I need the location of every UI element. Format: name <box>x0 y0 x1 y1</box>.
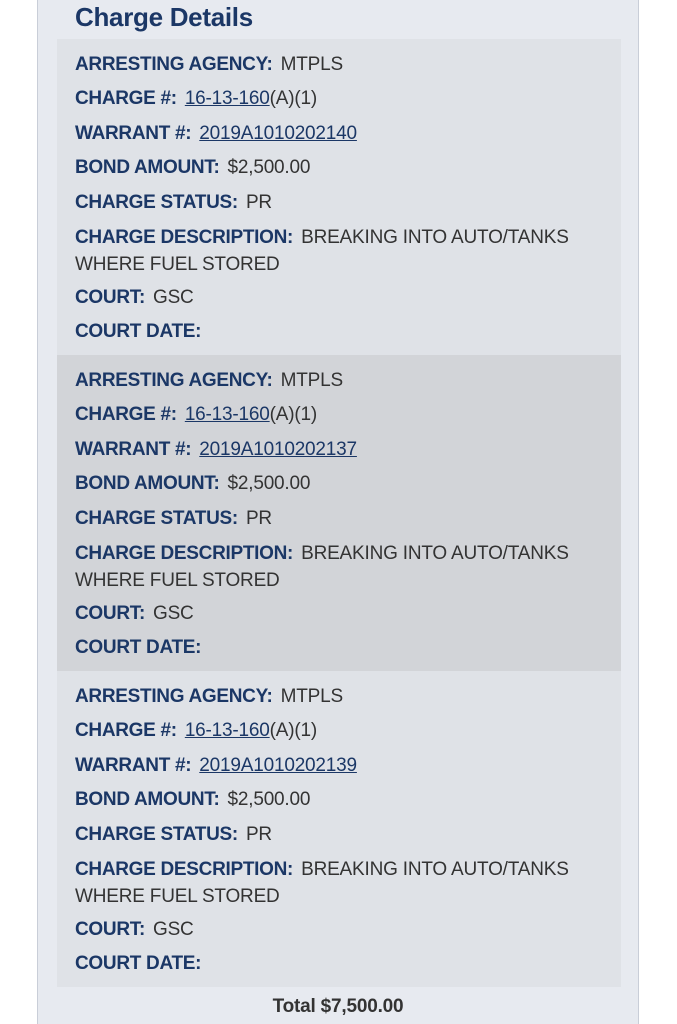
court-label: COURT: <box>75 286 145 308</box>
bond-amount-label: BOND AMOUNT: <box>75 789 220 811</box>
court-date-label: COURT DATE: <box>75 953 202 975</box>
warrant-row <box>75 753 603 778</box>
court-label: COURT: <box>75 602 145 624</box>
charge-description-value: BREAKING INTO AUTO/TANKS WHERE FUEL STORED <box>75 858 569 907</box>
charge-description-label: CHARGE DESCRIPTION: <box>75 542 294 564</box>
charge-code-suffix: (A)(1) <box>269 404 317 426</box>
charge-entry <box>57 355 621 671</box>
charge-number-row <box>75 402 603 427</box>
charge-code-link[interactable]: 16-13-160 <box>184 720 270 742</box>
court-date-row <box>75 951 603 976</box>
arresting-agency-label: ARRESTING AGENCY: <box>75 54 273 75</box>
charge-description-row <box>75 540 603 594</box>
charge-description-label: CHARGE DESCRIPTION: <box>75 226 294 248</box>
charge-code-suffix: (A)(1) <box>269 720 317 742</box>
court-value: GSC <box>152 602 194 624</box>
warrant-label: WARRANT #: <box>75 754 192 776</box>
arresting-agency-value: MTPLS <box>280 54 343 75</box>
court-row <box>75 601 603 626</box>
arresting-agency-label: ARRESTING AGENCY: <box>75 686 273 707</box>
charge-status-row <box>75 190 603 215</box>
bond-amount-row <box>75 787 603 812</box>
charge-number-row <box>75 718 603 743</box>
charge-description-value: BREAKING INTO AUTO/TANKS WHERE FUEL STORED <box>75 542 569 591</box>
charge-status-value: PR <box>245 191 272 213</box>
charge-number-label: CHARGE #: <box>75 720 177 742</box>
charge-description-row <box>75 224 603 278</box>
charge-details-panel <box>37 0 639 1024</box>
bond-amount-row <box>75 471 603 496</box>
charge-entry <box>57 671 621 987</box>
bond-amount-value: $2,500.00 <box>227 157 311 179</box>
arresting-agency-row <box>75 52 603 77</box>
total-amount: Total $7,500.00 <box>272 996 404 1017</box>
bond-amount-row <box>75 155 603 180</box>
charge-status-row <box>75 506 603 531</box>
charge-status-label: CHARGE STATUS: <box>75 507 238 529</box>
court-label: COURT: <box>75 918 145 940</box>
arresting-agency-value: MTPLS <box>280 686 343 707</box>
warrant-label: WARRANT #: <box>75 438 192 460</box>
warrant-link[interactable]: 2019A1010202137 <box>199 438 357 460</box>
warrant-label: WARRANT #: <box>75 122 192 144</box>
court-date-row <box>75 319 603 344</box>
arresting-agency-row <box>75 368 603 393</box>
charge-entry <box>57 39 621 355</box>
court-date-label: COURT DATE: <box>75 637 202 659</box>
charge-code-link[interactable]: 16-13-160 <box>184 404 270 426</box>
court-row <box>75 917 603 942</box>
charge-status-value: PR <box>245 507 272 529</box>
warrant-link[interactable]: 2019A1010202139 <box>199 754 357 776</box>
bond-amount-value: $2,500.00 <box>227 473 311 495</box>
court-value: GSC <box>152 286 194 308</box>
arresting-agency-value: MTPLS <box>280 370 343 391</box>
bond-amount-value: $2,500.00 <box>227 789 311 811</box>
arresting-agency-label: ARRESTING AGENCY: <box>75 370 273 391</box>
warrant-row <box>75 121 603 146</box>
bond-amount-label: BOND AMOUNT: <box>75 157 220 179</box>
charge-status-row <box>75 822 603 847</box>
warrant-link[interactable]: 2019A1010202140 <box>199 122 357 144</box>
charge-description-label: CHARGE DESCRIPTION: <box>75 858 294 880</box>
court-date-row <box>75 635 603 660</box>
charge-number-row <box>75 86 603 111</box>
charge-status-value: PR <box>245 823 272 845</box>
arresting-agency-row <box>75 684 603 709</box>
charge-status-label: CHARGE STATUS: <box>75 191 238 213</box>
warrant-row <box>75 437 603 462</box>
section-title: Charge Details <box>75 2 253 32</box>
court-row <box>75 285 603 310</box>
charge-number-label: CHARGE #: <box>75 404 177 426</box>
charge-description-value: BREAKING INTO AUTO/TANKS WHERE FUEL STORED <box>75 226 569 275</box>
court-value: GSC <box>152 918 194 940</box>
charge-description-row <box>75 856 603 910</box>
charge-number-label: CHARGE #: <box>75 88 177 110</box>
charge-status-label: CHARGE STATUS: <box>75 823 238 845</box>
court-date-label: COURT DATE: <box>75 321 202 343</box>
charge-code-link[interactable]: 16-13-160 <box>184 88 270 110</box>
bond-amount-label: BOND AMOUNT: <box>75 473 220 495</box>
charge-code-suffix: (A)(1) <box>269 88 317 110</box>
